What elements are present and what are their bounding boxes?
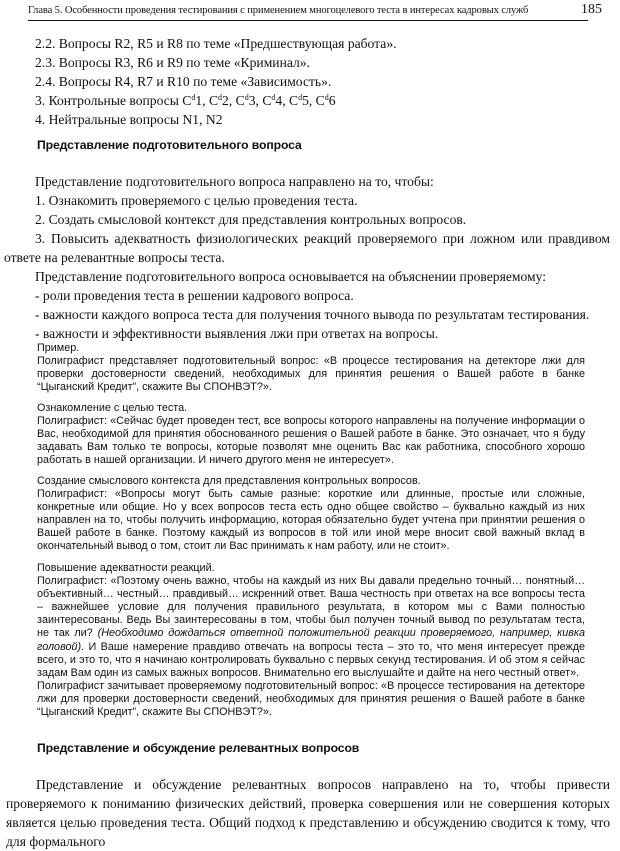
comma: , <box>255 93 263 108</box>
control-sup: d <box>191 93 196 102</box>
adequacy-italic-note: (Необходимо дождаться ответной положительной реакции проверяемого, например, кивка головой) <box>37 627 585 653</box>
paragraph: Представление подготовительного вопроса направлено на то, чтобы: <box>35 174 434 189</box>
list-item: 4. Нейтральные вопросы N1, N2 <box>35 112 223 127</box>
section-heading-preparatory: Представление подготовительного вопроса <box>37 138 302 152</box>
adequacy-text-part: . И Ваше намерение правдиво отвечать на вопросы теста – это то, что меня интересует прежде всего, и это то, что я начинаю контролировать буквально с первых секунд тестирования. И об этом я сейчас задам Вам один из самых важных вопросов. Внимательно его выслушайте и дайте на него честный ответ». <box>37 640 585 679</box>
adequacy-closing: Полиграфист зачитывает проверяемому подготовительный вопрос: «В процессе тестирования на детекторе лжи для проверки достоверности сведений, необходимых для принятия решения о Вашей работе в банке “Цыганский Кредит”, скажите Вы СПОНВЭТ?». <box>37 679 585 719</box>
list-item: - важности и эффективности выявления лжи при ответах на вопросы. <box>35 326 439 341</box>
list-item: 2.3. Вопросы R3, R6 и R9 по теме «Криминал». <box>35 55 310 70</box>
comma: , <box>282 93 289 108</box>
list-item: 1. Ознакомить проверяемого с целью проведения теста. <box>35 193 358 208</box>
adequacy-text <box>37 575 585 680</box>
adequacy-text-part: Полиграфист: «Поэтому очень важно, чтобы на каждый из них Вы давали предельно точный… понятный… объективный… честный… правдивый… искренний ответ. Ваша честность при ответах на все вопросы теста – важнейшее условие для получения правильного результата, в котором мы с Вами полностью заинтересованы. Ведь Вы заинтересованы в том, чтобы был получен точный вывод по результатам теста, не так ли? <box>37 575 585 640</box>
paragraph: ответе на релевантные вопросы теста. <box>4 250 225 265</box>
list-item: 3. Повысить адекватность физиологических реакций проверяемого при ложном или правдивом <box>35 231 610 246</box>
list-item: - роли проведения теста в решении кадрового вопроса. <box>35 288 354 303</box>
section-relevant-body <box>6 775 610 851</box>
paragraph: Представление подготовительного вопроса основывается на объяснении проверяемому: <box>35 269 546 284</box>
control-sup: d <box>298 93 303 102</box>
section-heading-relevant: Представление и обсуждение релевантных вопросов <box>37 741 360 755</box>
example-label: Пример. <box>37 342 80 354</box>
example-block <box>37 342 585 394</box>
list-item: 2.4. Вопросы R4, R7 и R10 по теме «Зависимость». <box>35 74 332 89</box>
section-preparatory-body <box>35 172 610 248</box>
acquaint-block <box>37 402 585 467</box>
control-num: 4 <box>275 93 283 108</box>
acquaint-label: Ознакомление с целью теста. <box>37 402 188 414</box>
control-letter: C <box>235 93 245 108</box>
list-item: 2. Создать смысловой контекст для представления контрольных вопросов. <box>35 212 467 227</box>
example-text: Полиграфист представляет подготовительный вопрос: «В процессе тестирования на детекторе лжи для проверки достоверности сведений, необходимых для принятия решения о Вашей работе в банке “Цыганский Кредит”, скажите Вы СПОНВЭТ?». <box>37 355 585 394</box>
list-item: - важности каждого вопроса теста для получения точного вывода по результатам тестирования. <box>35 307 590 322</box>
control-num: 3 <box>248 93 256 108</box>
control-letter: C <box>315 93 325 108</box>
topic-list <box>35 34 610 129</box>
control-sup: d <box>324 93 329 102</box>
list-item-control-questions <box>35 91 610 110</box>
control-num: 1 <box>195 93 203 108</box>
acquaint-text: Полиграфист: «Сейчас будет проведен тест, все вопросы которого направлены на получение информации о Вас, необходимой для принятия обоснованного решения о Вашей работе в банке. Это означает, что я буду задавать Вам только те вопросы, которые позволят мне оценить Вас как работника, способного хорошо работать в нашей организации. И ничего другого меня не интересует». <box>37 415 585 467</box>
control-sup: d <box>271 93 276 102</box>
comma: , <box>308 93 316 108</box>
goal-3-continuation <box>4 248 610 267</box>
control-letter: C <box>288 93 299 108</box>
control-letter: C <box>208 93 219 108</box>
preparatory-basis <box>35 267 610 343</box>
control-prefix: 3. Контрольные вопросы C <box>35 93 192 108</box>
comma: , <box>202 93 209 108</box>
context-text: Полиграфист: «Вопросы могут быть самые разные: короткие или длинные, простые или сложные, конкретные или общие. Но у всех вопросов теста есть одно общее свойство – буквально каждый из них направлен на то, чтобы получить информацию, которая обязательно будет учтена при принятии решения о Вашей работе в банке. Поэтому каждый из вопросов в той или иной мере вносит свой важный вклад в окончательный вывод о том, стоит ли Вас принимать к нам работу, или не стоит». <box>37 488 585 553</box>
comma: , <box>228 93 236 108</box>
page-number: 185 <box>581 2 602 17</box>
context-block <box>37 475 585 554</box>
control-num: 2 <box>222 93 229 108</box>
list-item: 2.2. Вопросы R2, R5 и R8 по теме «Предшествующая работа». <box>35 36 397 51</box>
adequacy-block <box>37 562 585 719</box>
control-num: 6 <box>328 93 336 108</box>
context-label: Создание смыслового контекста для представления контрольных вопросов. <box>37 475 421 487</box>
control-letter: C <box>262 93 272 108</box>
running-header: Глава 5. Особенности проведения тестирования с применением многоцелевого теста в интересах кадровых служб <box>28 4 588 21</box>
paragraph: Представление и обсуждение релевантных вопросов направлено на то, чтобы привести проверяемого к пониманию физических действий, проверка совершения или не совершения которых является целью проведения теста. Общий подход к представлению и обсуждению сводится к тому, что для формального <box>6 777 610 849</box>
control-sup: d <box>244 93 249 102</box>
control-sup: d <box>218 93 223 102</box>
adequacy-label: Повышение адекватности реакций. <box>37 562 215 574</box>
control-num: 5 <box>302 93 309 108</box>
